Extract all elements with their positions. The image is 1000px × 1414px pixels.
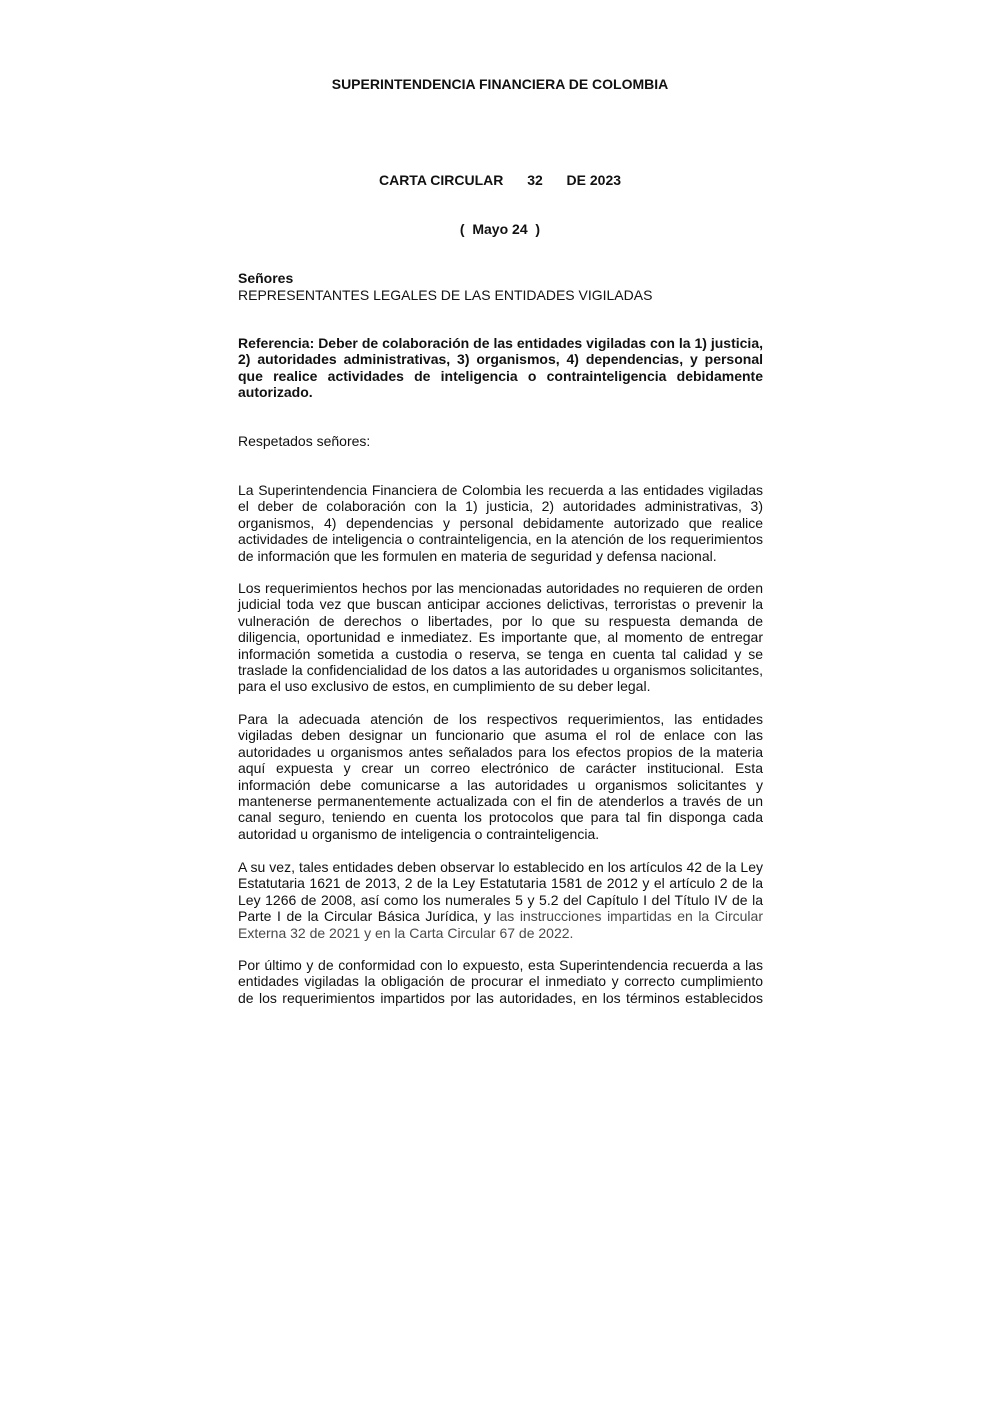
body-paragraph-5: Por último y de conformidad con lo expuesto, esta Superintendencia recuerda a las entidades vigiladas la obligación de procurar el inmediato y correcto cumplimiento de los requerimientos impartidos por las autoridades, en los términos establecidos xyxy=(238,957,763,1006)
body-paragraph-2: Los requerimientos hechos por las mencionadas autoridades no requieren de orden judicial toda vez que buscan anticipar acciones delictivas, terroristas o prevenir la vulneración de derechos o libertades, por lo que su respuesta demanda de diligencia, oportunidad e inmediatez. Es importante que, al momento de entregar información sometida a custodia o reserva, se tenga en cuenta tal calidad y se traslade la confidencialidad de los datos a las autoridades u organismos solicitantes, para el uso exclusivo de estos, en cumplimiento de su deber legal. xyxy=(238,580,763,695)
paragraph-4-references: las instrucciones impartidas en la Circular Externa 32 de 2021 y en la Carta Circular 67 de 2022. xyxy=(238,908,763,941)
document-title xyxy=(0,172,1000,188)
body-paragraph-4 xyxy=(238,859,763,941)
institution-header: SUPERINTENDENCIA FINANCIERA DE COLOMBIA xyxy=(331,76,669,92)
reference: Referencia: Deber de colaboración de las entidades vigiladas con la 1) justicia, 2) autoridades administrativas, 3) organismos, 4) dependencias, y personal que realice actividades de inteligencia o contrainteligencia debidamente autorizado. xyxy=(238,335,763,401)
paragraph-4-text: A su vez, tales entidades deben observar lo establecido en los artículos 42 de la Ley Estatutaria 1621 de 2013, 2 de la Ley Estatutaria 1581 de 2012 y el artículo 2 de la Ley 1266 de 2008, así como los numerales 5 y 5.2 del Capítulo I del Título IV de la Parte I de la Circular Básica Jurídica, y xyxy=(238,859,763,925)
greeting: Respetados señores: xyxy=(238,433,371,449)
document-number: 32 xyxy=(527,172,543,188)
document-year: DE 2023 xyxy=(566,172,622,188)
salutation-title: Señores xyxy=(238,270,294,286)
body-paragraph-3: Para la adecuada atención de los respectivos requerimientos, las entidades vigiladas deben designar un funcionario que asuma el rol de enlace con las autoridades u organismos antes señalados para los efectos propios de la materia aquí expuesta y crear un correo electrónico de carácter institucional. Esta información debe comunicarse a las autoridades u organismos solicitantes y mantenerse permanentemente actualizada con el fin de atenderlos a través de un canal seguro, teniendo en cuenta los protocolos que para tal fin disponga cada autoridad u organismo de inteligencia o contrainteligencia. xyxy=(238,711,763,842)
recipients: REPRESENTANTES LEGALES DE LAS ENTIDADES VIGILADAS xyxy=(238,287,653,303)
document-type: CARTA CIRCULAR xyxy=(378,172,504,188)
body-paragraph-1: La Superintendencia Financiera de Colombia les recuerda a las entidades vigiladas el deber de colaboración con la 1) justicia, 2) autoridades administrativas, 3) organismos, 4) dependencias y personal debidamente autorizado que realice actividades de inteligencia o contrainteligencia, en la atención de los requerimientos de información que les formulen en materia de seguridad y defensa nacional. xyxy=(238,482,763,564)
document-date: ( Mayo 24 ) xyxy=(459,221,541,237)
